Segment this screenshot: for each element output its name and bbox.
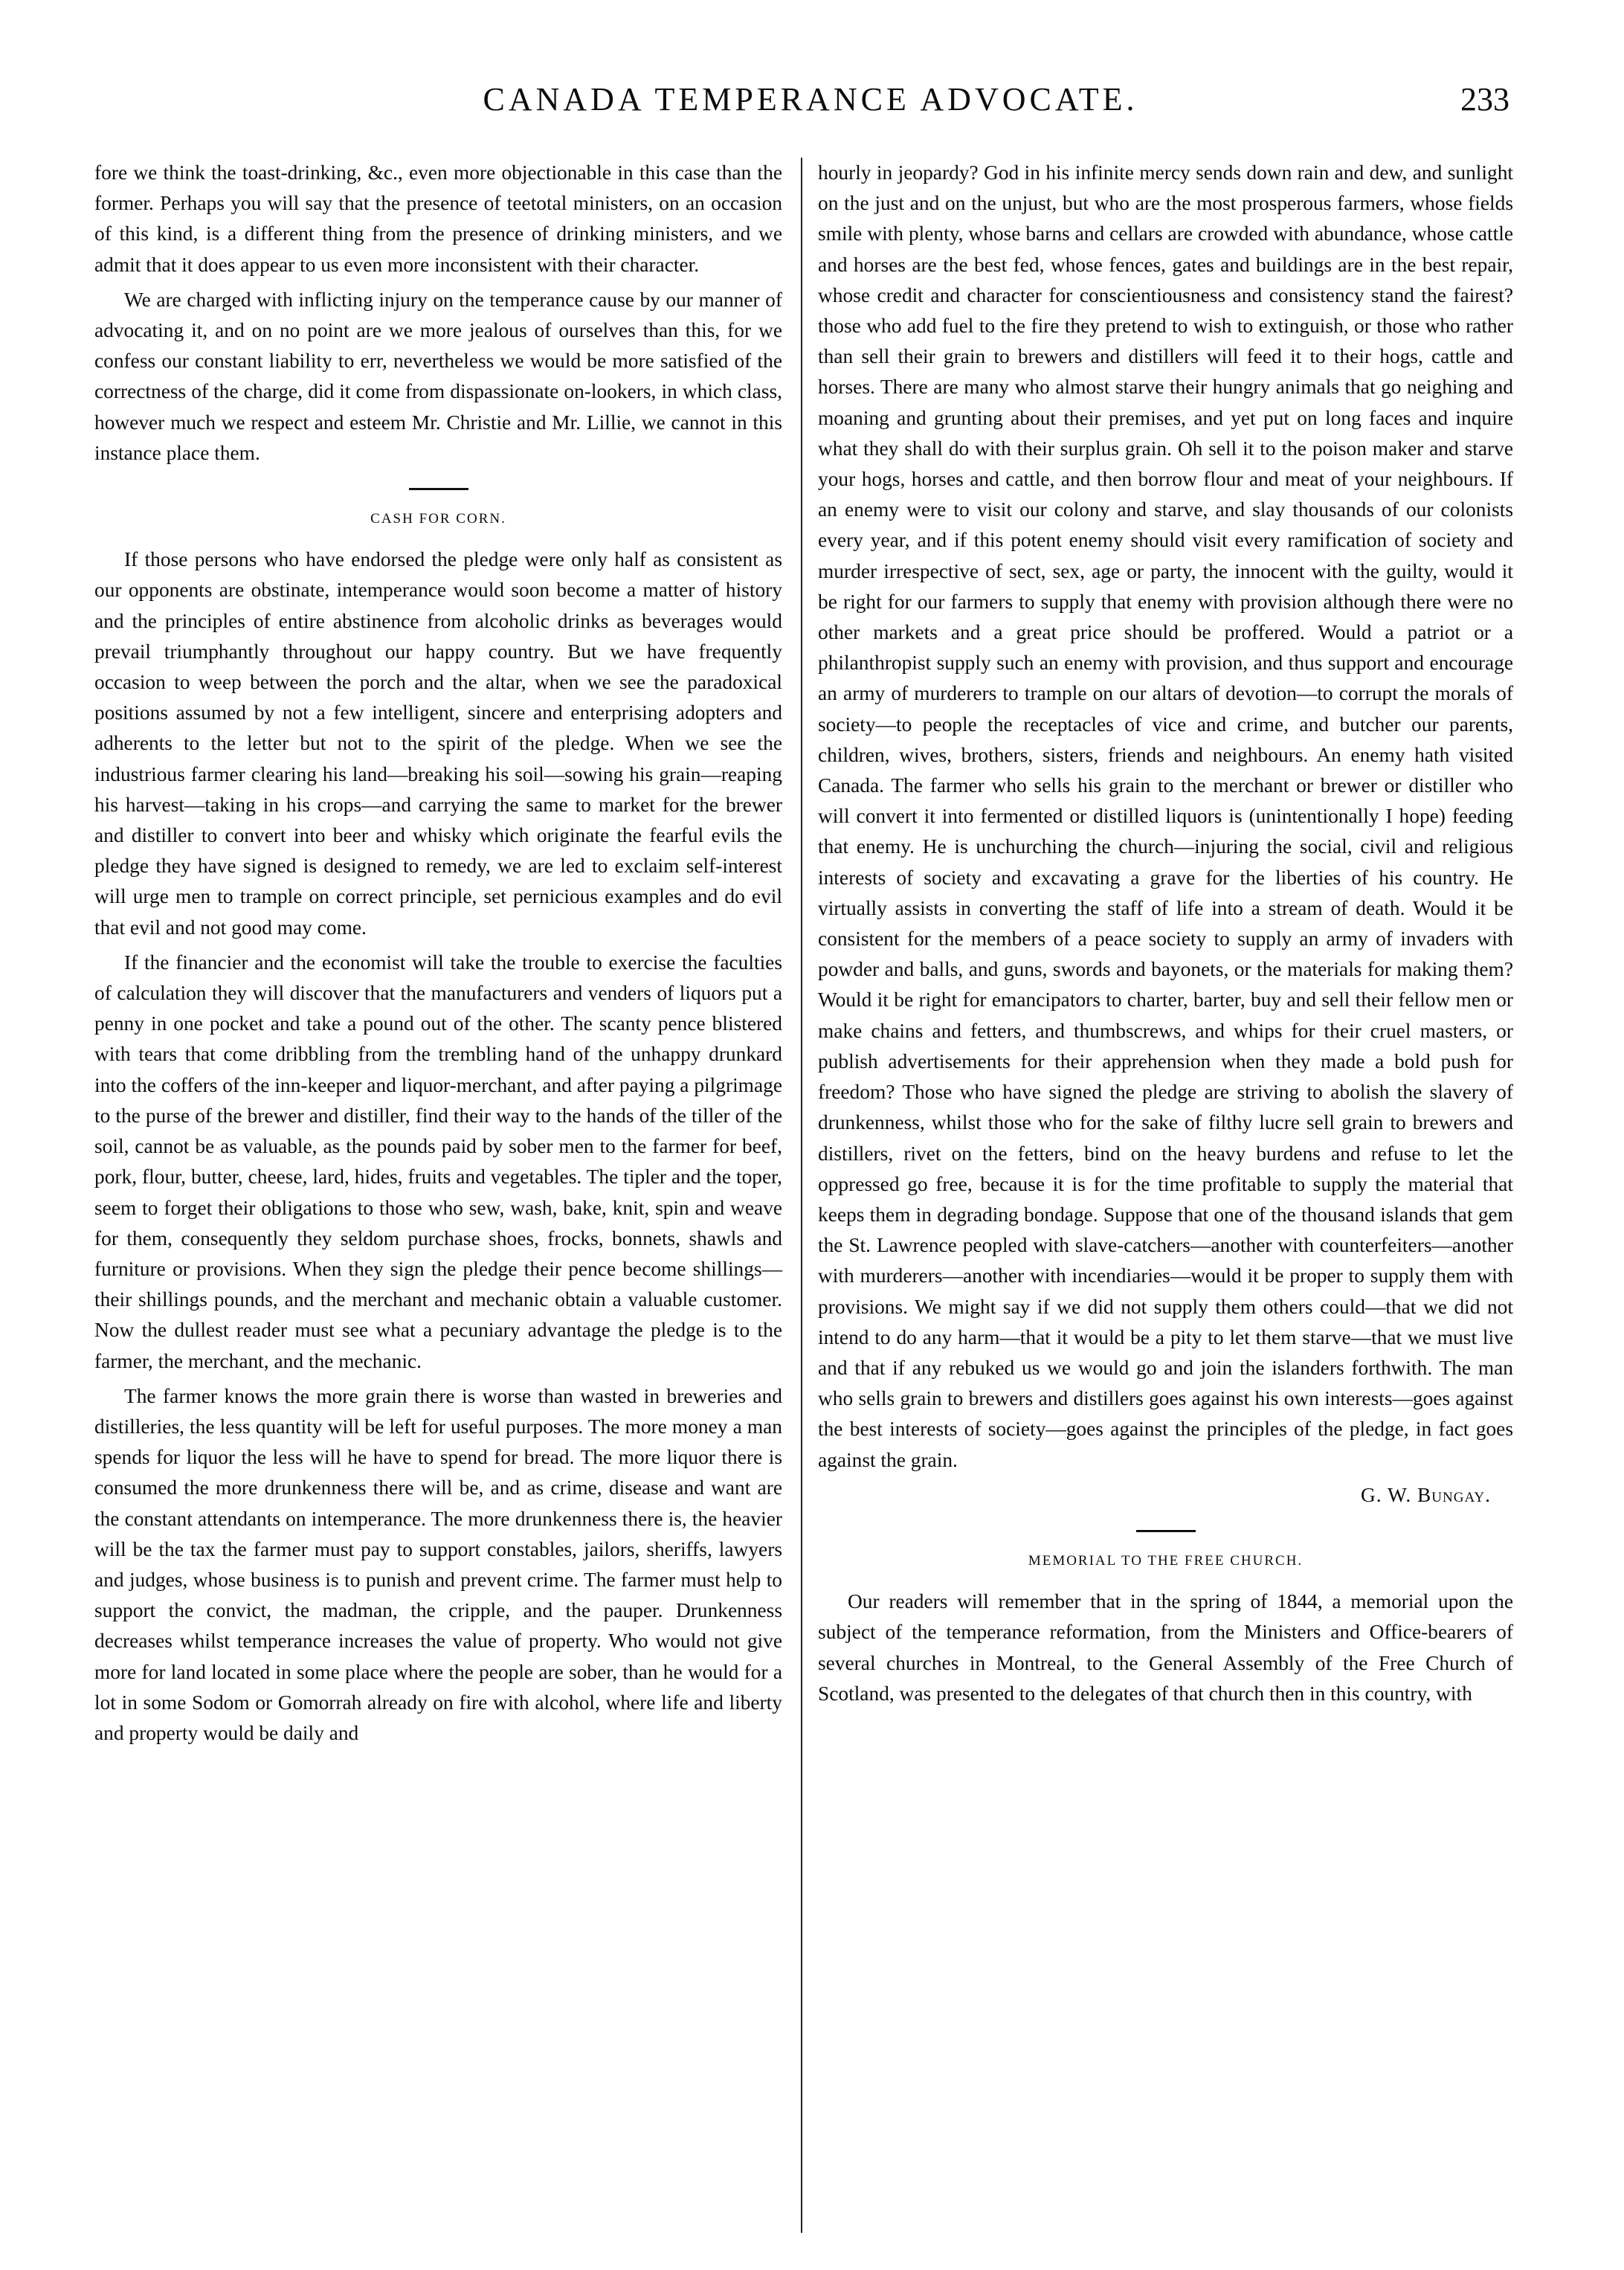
page-header <box>112 80 1509 125</box>
paragraph: The farmer knows the more grain there is worse than wasted in breweries and distilleries, the less quantity will be left for useful purposes. The more money a man spends for liquor the less will he have to spend for bread. The more liquor there is consumed the more drunkenness there will be, and as crime, disease and want are the constant attendants on intemperance. The more drunkenness there is, the heavier will be the tax the farmer must pay to support constables, jailors, sheriffs, lawyers and judges, whose business is to punish and prevent crime. The farmer must help to support the convict, the madman, the cripple, and the pauper. Drunkenness decreases whilst temperance increases the value of property. Who would not give more for land located in some place where the people are sober, than he would for a lot in some Sodom or Gomorrah already on fire with alcohol, where life and liberty and property would be daily and <box>94 1384 782 1744</box>
right-column <box>818 158 1513 1714</box>
section-divider <box>409 488 468 490</box>
section-heading: MEMORIAL TO THE FREE CHURCH. <box>1028 1552 1304 1569</box>
paragraph: fore we think the toast-drinking, &c., even more objectionable in this case than the former. Perhaps you will say that the presence of teetotal ministers, on an occasion of this kind, is a different thing from the presence of drinking ministers, and we admit that it does appear to us even more inconsistent with their character. <box>94 161 782 276</box>
paragraph: If those persons who have endorsed the pledge were only half as consistent as our opponents are obstinate, intemperance would soon become a matter of history and the principles of entire abstinence from alcoholic drinks as beverages would prevail triumphantly throughout our happy country. But we have frequently occasion to weep between the porch and the altar, when we see the paradoxical positions assumed by not a few intelligent, sincere and enterprising adopters and adherents to the letter but not to the spirit of the pledge. When we see the industrious farmer clearing his land—breaking his soil—sowing his grain—reaping his harvest—taking in his crops—and carrying the same to market for the brewer and distiller to convert into beer and whisky which originate the fearful evils the pledge they have signed is designed to remedy, we are led to exclaim self-interest will urge men to trample on correct principle, set pernicious examples and do evil that evil and not good may come. <box>94 548 782 939</box>
running-title: CANADA TEMPERANCE ADVOCATE. <box>483 81 1138 118</box>
author-signature: G. W. Bungay. <box>1361 1483 1491 1506</box>
paragraph: Our readers will remember that in the spring of 1844, a memorial upon the subject of the temperance reformation, from the Ministers and Office-bearers of several churches in Montreal, to the General Assembly of the Free Church of Scotland, was presented to the delegates of that church then in this country, with <box>818 1590 1513 1705</box>
paragraph: We are charged with inflicting injury on the temperance cause by our manner of advocating it, and on no point are we more jealous of ourselves than this, for we confess our constant liability to err, nevertheless we would be more satisfied of the correctness of the charge, did it come from dispassionate on-lookers, in which class, however much we respect and esteem Mr. Christie and Mr. Lillie, we cannot in this instance place them. <box>94 288 782 464</box>
paragraph: hourly in jeopardy? God in his infinite mercy sends down rain and dew, and sunlight on the just and on the unjust, but who are the most prosperous farmers, whose fields smile with plenty, whose barns and cellars are crowded with abundance, whose cattle and horses are the best fed, whose fences, gates and buildings are in the best repair, whose credit and character for conscientiousness and consistency stand the fairest? those who add fuel to the fire they pretend to wish to extinguish, or those who rather than sell their grain to brewers and distillers will feed it to their hogs, cattle and horses. There are many who almost starve their hungry animals that go neighing and moaning and grunting about their premises, and yet put on long faces and inquire what they shall do with their surplus grain. Oh sell it to the poison maker and starve your hogs, horses and cattle, and then borrow flour and meat of your neighbours. If an enemy were to visit our colony and starve, and slay thousands of our colonists every year, and if this potent enemy should visit every ramification of society and murder irrespective of sect, sex, age or party, the innocent with the guilty, would it be right for our farmers to supply that enemy with provision although there were no other markets and a great price should be proffered. Would a patriot or a philanthropist supply such an enemy with provision, and thus support and encourage an army of murderers to trample on our altars of devotion—to corrupt the morals of society—to people the receptacles of vice and crime, and butcher our parents, children, wives, brothers, sisters, friends and neighbours. An enemy hath visited Canada. The farmer who sells his grain to the merchant or brewer or distiller who will convert it into fermented or distilled liquors is (unintentionally I hope) feeding that enemy. He is unchurching the church—injuring the social, civil and religious interests of society and excavating a grave for the liberties of his country. He virtually assists in converting the staff of life into a stream of death. Would it be consistent for the members of a peace society to supply an army of invaders with powder and balls, and guns, swords and bayonets, or the materials for making them? Would it be right for emancipators to charter, barter, buy and sell their fellow men or make chains and fetters, and thumbscrews, and whips for their cruel masters, or publish advertisements for their apprehension when they made a bold push for freedom? Those who have signed the pledge are striving to abolish the slavery of drunkenness, whilst those who for the sake of filthy lucre sell grain to brewers and distillers, rivet on the fetters, bind on the heavy burdens and refuse to let the oppressed go free, because it is for the time profitable to supply the material that keeps them in degrading bondage. Suppose that one of the thousand islands that gem the St. Lawrence peopled with slave-catchers—another with counterfeiters—another with murderers—another with incendiaries—would it be proper to supply them with provisions. We might say if we did not supply them others could—that we did not intend to do any harm—that it would be a pity to let them starve—that we must live and that if any rebuked us we would go and join the islanders forthwith. The man who sells grain to brewers and distillers goes against his own interests—goes against the best interests of society—goes against the principles of the pledge, in fact goes against the grain. <box>818 161 1513 1471</box>
section-divider <box>1136 1530 1196 1532</box>
section-heading: CASH FOR CORN. <box>370 511 506 527</box>
paragraph: If the financier and the economist will take the trouble to exercise the faculties of calculation they will discover that the manufacturers and venders of liquors put a penny in one pocket and take a pound out of the other. The scanty pence blistered with tears that come dribbling from the trembling hand of the unhappy drunkard into the coffers of the inn-keeper and liquor-merchant, and after paying a pilgrimage to the purse of the brewer and distiller, find their way to the hands of the tiller of the soil, cannot be as valuable, as the pounds paid by sober men to the farmer for beef, pork, flour, butter, cheese, lard, hides, fruits and vegetables. The tipler and the toper, seem to forget their obligations to those who sew, wash, bake, knit, spin and weave for them, consequently they seldom purchase shoes, frocks, bonnets, shawls and furniture or provisions. When they sign the pledge their pence become shillings—their shillings pounds, and the merchant and mechanic obtain a valuable customer. Now the dullest reader must see what a pecuniary advantage the pledge is to the farmer, the merchant, and the mechanic. <box>94 951 782 1372</box>
page-number: 233 <box>1460 81 1509 118</box>
column-divider <box>801 158 802 2233</box>
left-column <box>94 158 782 1753</box>
